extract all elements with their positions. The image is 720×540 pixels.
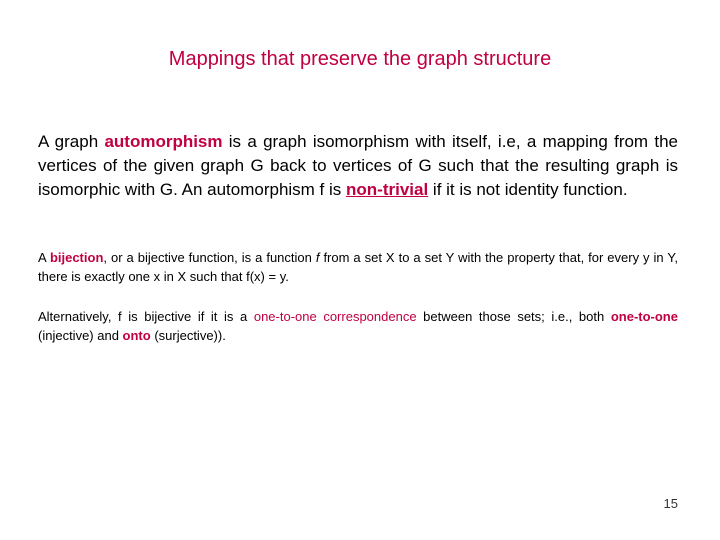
bijection-paragraph xyxy=(38,248,678,286)
text-segment: (surjective)). xyxy=(150,328,226,343)
text-segment: if it is not identity function. xyxy=(428,180,628,199)
term-one-to-one-correspondence: one-to-one correspondence xyxy=(253,309,417,324)
text-segment: A xyxy=(38,250,50,265)
text-segment: from a set X to a set Y with the property that, for every y in Y, there is exactly one x in X such that f(x) = y. xyxy=(38,250,678,284)
slide-title: Mappings that preserve the graph structure xyxy=(168,48,552,70)
function-symbol: f xyxy=(315,250,320,265)
text-segment: A graph xyxy=(38,132,105,151)
automorphism-paragraph xyxy=(38,130,678,202)
term-automorphism: automorphism xyxy=(104,132,223,151)
text-segment: is a graph isomorphism with itself, i.e, a mapping from the vertices of the given graph G back to vertices of G such that the resulting graph is isomorphic with G. An automorphism f is xyxy=(38,132,679,199)
term-onto: onto xyxy=(122,328,151,343)
text-segment: between those sets; i.e., both xyxy=(416,309,611,324)
term-non-trivial: non-trivial xyxy=(346,180,429,199)
term-one-to-one: one-to-one xyxy=(610,309,678,324)
page-number: 15 xyxy=(663,496,678,511)
text-segment: Alternatively, f is bijective if it is a xyxy=(38,309,254,324)
text-segment: , or a bijective function, is a function xyxy=(103,250,316,265)
term-bijection: bijection xyxy=(49,250,104,265)
bijective-alternative-paragraph xyxy=(38,307,678,345)
text-segment: (injective) and xyxy=(38,328,123,343)
